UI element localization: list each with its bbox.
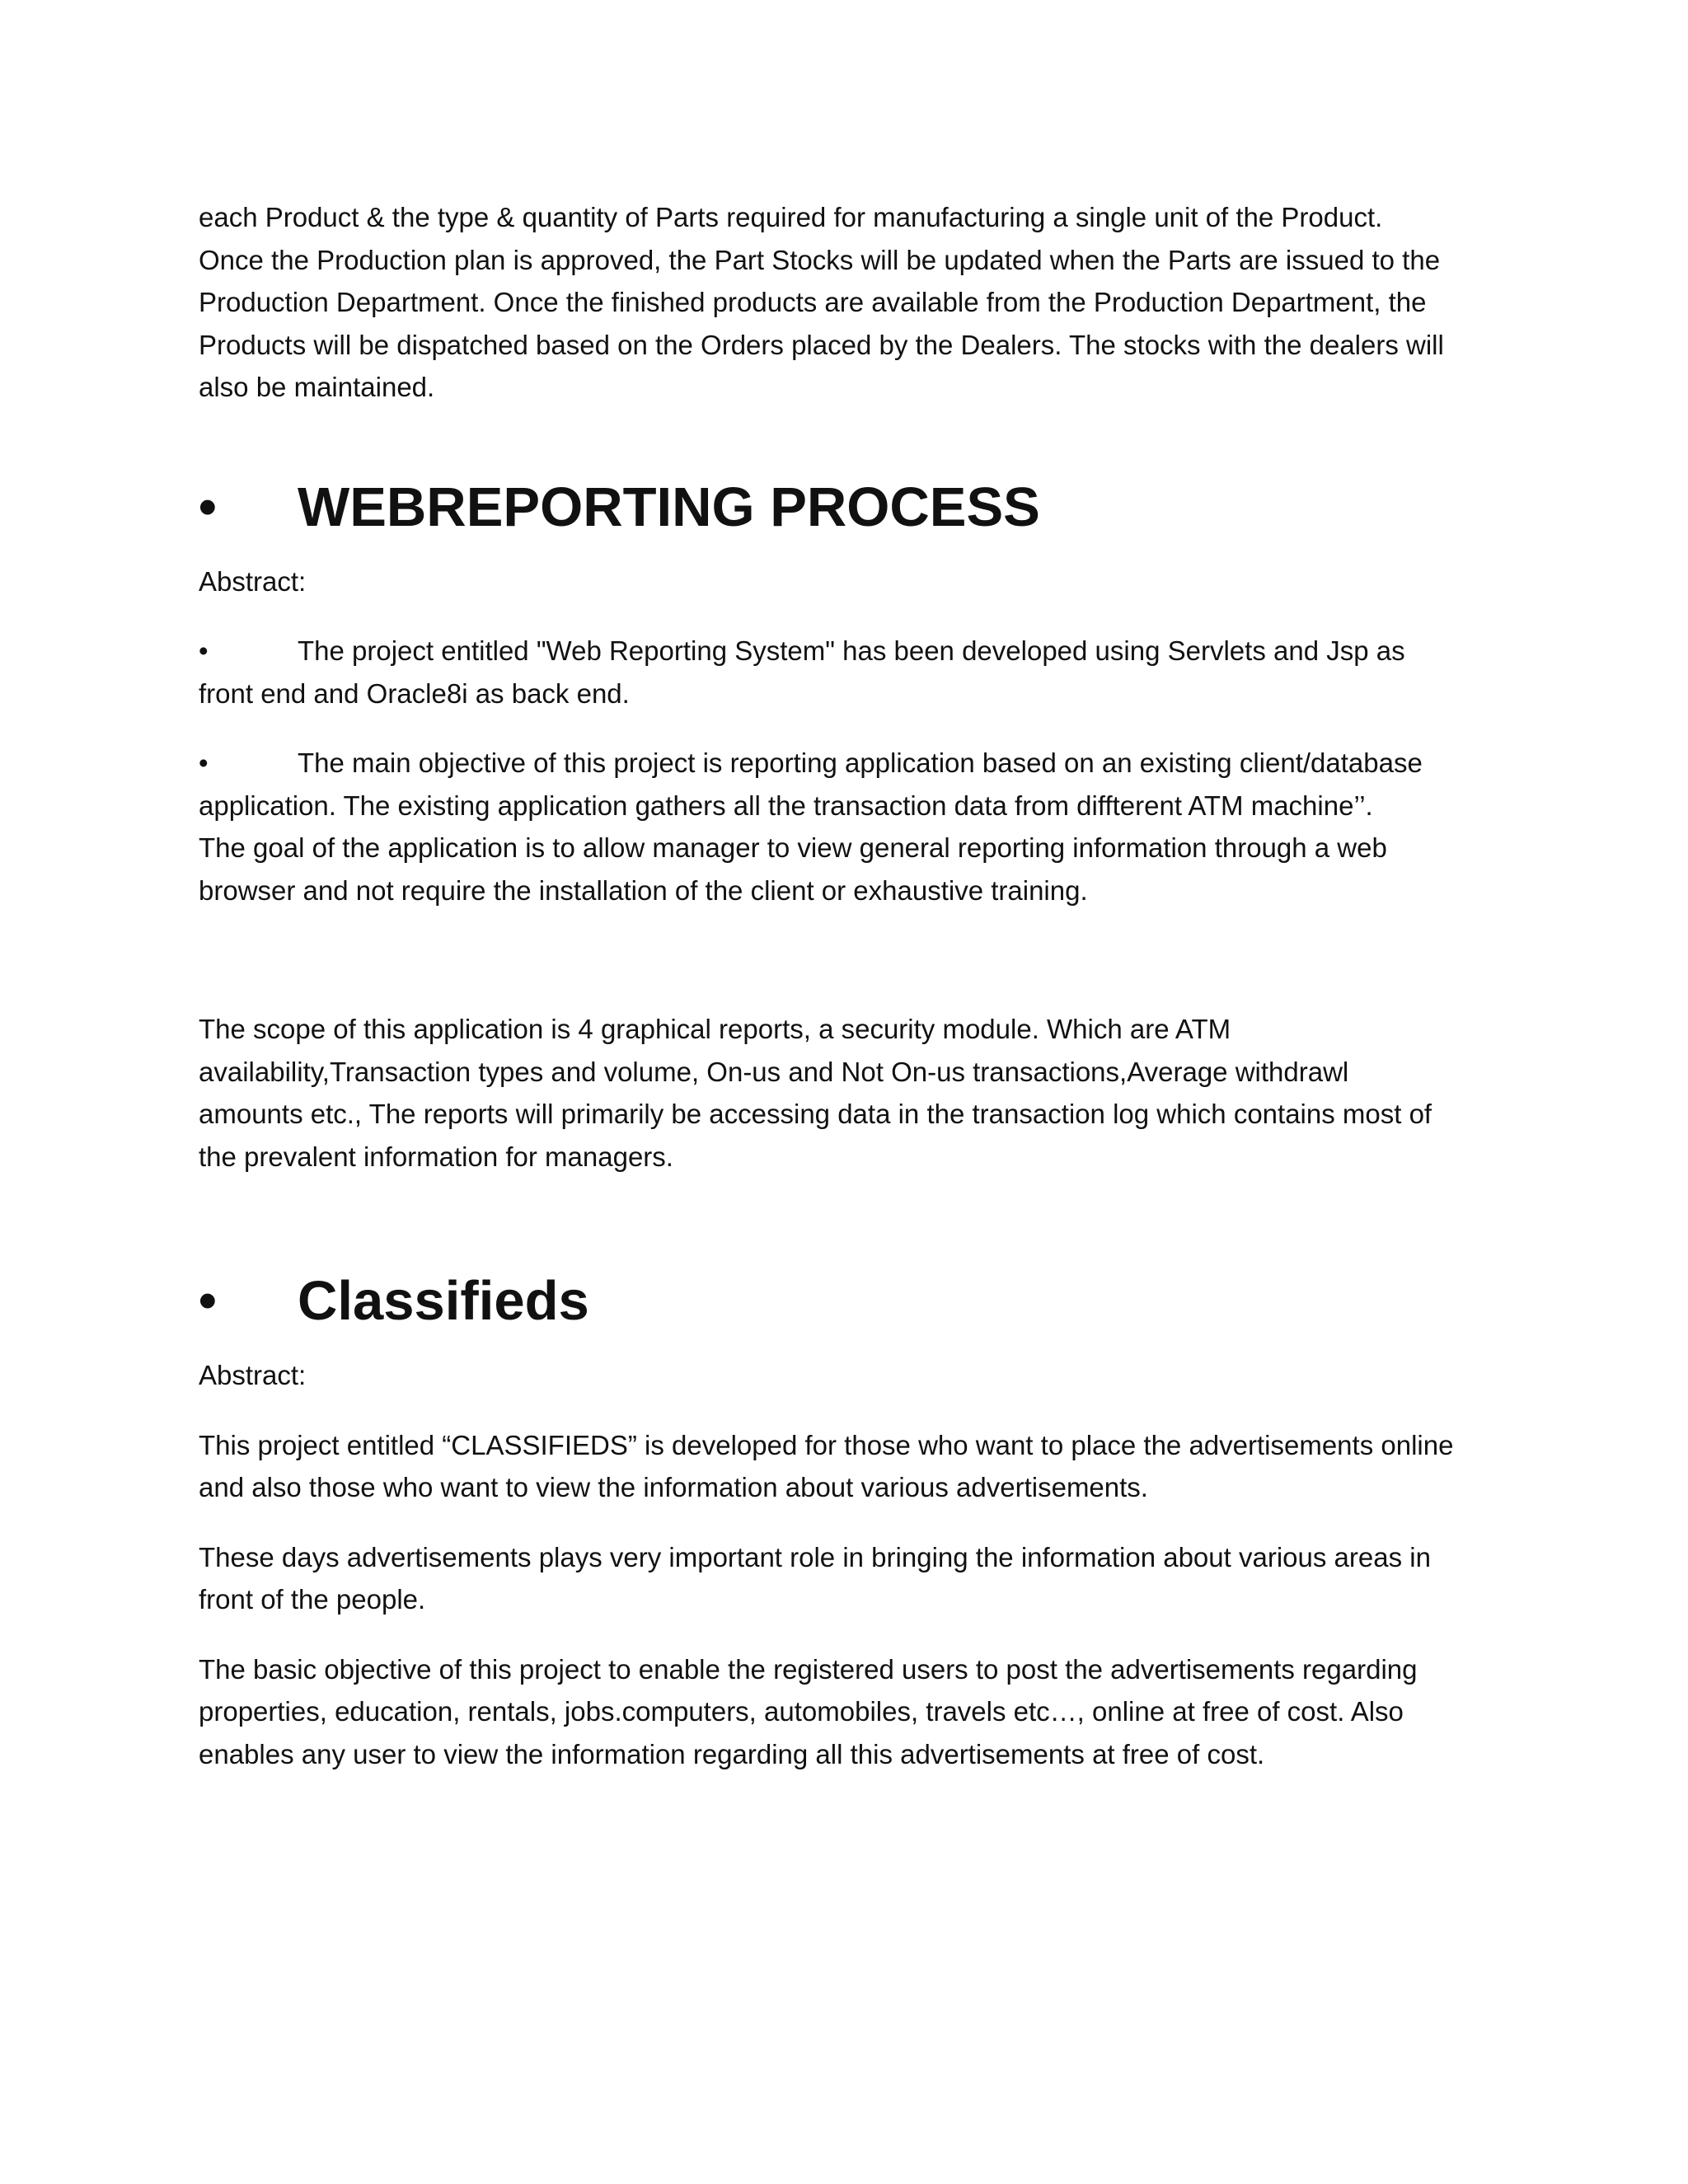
text-line: enables any user to view the information regarding all this advertisements at free of cost.	[199, 1738, 1265, 1769]
abstract-label: Abstract:	[199, 565, 307, 597]
bullet-icon: •	[199, 748, 209, 778]
text-line: This project entitled “CLASSIFIEDS” is developed for those who want to place the advertisements online	[199, 1429, 1454, 1460]
text-line: each Product & the type & quantity of Parts required for manufacturing a single unit of the Product.	[199, 202, 1383, 232]
text-line: the prevalent information for managers.	[199, 1141, 673, 1172]
bullet-icon: •	[199, 478, 217, 536]
abstract-label: Abstract:	[199, 1360, 307, 1390]
text-line: browser and not require the installation of the client or exhaustive training.	[199, 874, 1088, 906]
text-line: Products will be dispatched based on the Orders placed by the Dealers. The stocks with the dealers will	[199, 329, 1444, 360]
section-title-text: Classifieds	[298, 1270, 589, 1332]
text-line: also be maintained.	[199, 372, 435, 402]
text-line: application. The existing application gathers all the transaction data from diffterent ATM machine’’.	[199, 790, 1373, 821]
bullet-icon: •	[199, 1272, 217, 1329]
text-line: These days advertisements plays very important role in bringing the information about various areas in	[199, 1541, 1431, 1572]
bullet-item	[199, 630, 1493, 715]
classifieds-paragraph	[199, 1536, 1493, 1621]
text-line: The scope of this application is 4 graphical reports, a security module. Which are ATM	[199, 1014, 1231, 1044]
scope-paragraph	[199, 1008, 1493, 1178]
text-line: availability,Transaction types and volume, On-us and Not On-us transactions,Average withdrawl	[199, 1056, 1349, 1087]
bullet-icon: •	[199, 635, 209, 666]
intro-paragraph	[199, 196, 1493, 409]
classifieds-paragraph	[199, 1424, 1493, 1509]
text-line: The basic objective of this project to enable the registered users to post the advertisements regarding	[199, 1653, 1418, 1685]
text-line: amounts etc., The reports will primarily be accessing data in the transaction log which contains most of	[199, 1099, 1432, 1129]
section-title-text: WEBREPORTING PROCESS	[298, 476, 1040, 538]
bullet-item	[199, 742, 1493, 912]
section-heading-classifieds	[199, 1268, 1493, 1334]
classifieds-paragraph	[199, 1648, 1493, 1776]
text-line: and also those who want to view the information about various advertisements.	[199, 1472, 1148, 1502]
document-page	[199, 196, 1493, 1775]
text-line: properties, education, rentals, jobs.computers, automobiles, travels etc…, online at free of cost. Also	[199, 1696, 1404, 1727]
text-line: Production Department. Once the finished products are available from the Production Department, the	[199, 287, 1427, 317]
text-line: Once the Production plan is approved, the Part Stocks will be updated when the Parts are issued to the	[199, 244, 1441, 275]
text-line: front end and Oracle8i as back end.	[199, 677, 630, 709]
text-line: The project entitled "Web Reporting System" has been developed using Servlets and Jsp as	[298, 635, 1405, 666]
text-line: The goal of the application is to allow manager to view general reporting information through a web	[199, 832, 1387, 863]
text-line: The main objective of this project is reporting application based on an existing client/database	[298, 748, 1423, 778]
section-heading-webreporting	[199, 475, 1493, 541]
text-line: front of the people.	[199, 1584, 426, 1615]
